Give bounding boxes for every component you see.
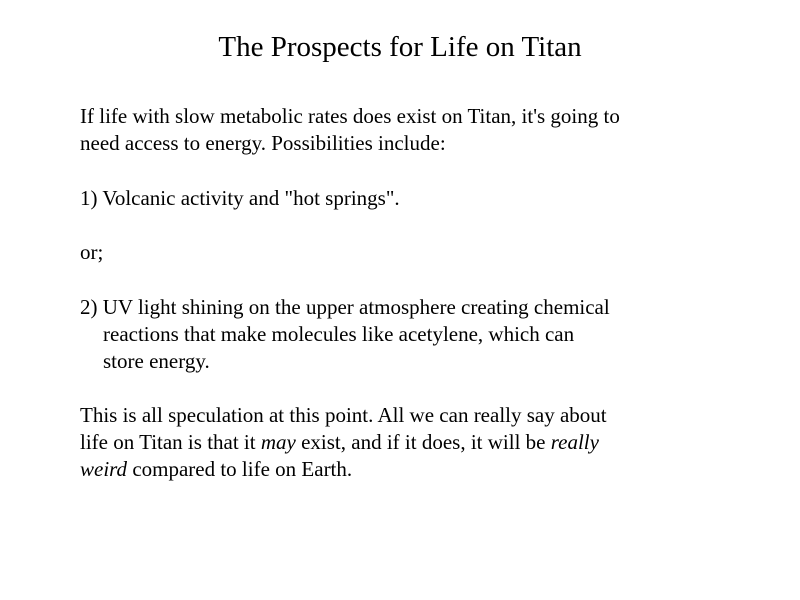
slide-title: The Prospects for Life on Titan [218, 31, 582, 63]
option-volcanic [80, 185, 400, 212]
option-volcanic-text: 1) Volcanic activity and "hot springs". [80, 186, 400, 210]
or-text: or; [80, 240, 104, 264]
intro-line: If life with slow metabolic rates does exist on Titan, it's going to [80, 104, 620, 128]
conclusion-line [80, 429, 607, 456]
conclusion-text: exist, and if it does, it will be [295, 430, 551, 454]
or-separator [80, 239, 103, 266]
emphasis-may: may [260, 430, 296, 454]
conclusion-line [80, 456, 607, 483]
conclusion-text: life on Titan is that it [80, 430, 261, 454]
option-uv-line: store energy. [103, 349, 210, 373]
conclusion-paragraph [80, 402, 607, 483]
emphasis-really: really [550, 430, 599, 454]
intro-paragraph [80, 103, 620, 157]
intro-line: need access to energy. Possibilities include: [80, 131, 446, 155]
conclusion-line: This is all speculation at this point. All we can really say about [80, 403, 607, 427]
option-uv-line: 2) UV light shining on the upper atmosphere creating chemical [80, 295, 610, 319]
conclusion-text: compared to life on Earth. [127, 457, 353, 481]
option-uv-light [80, 294, 610, 375]
option-uv-line: reactions that make molecules like acetylene, which can [103, 322, 575, 346]
emphasis-weird: weird [80, 457, 128, 481]
